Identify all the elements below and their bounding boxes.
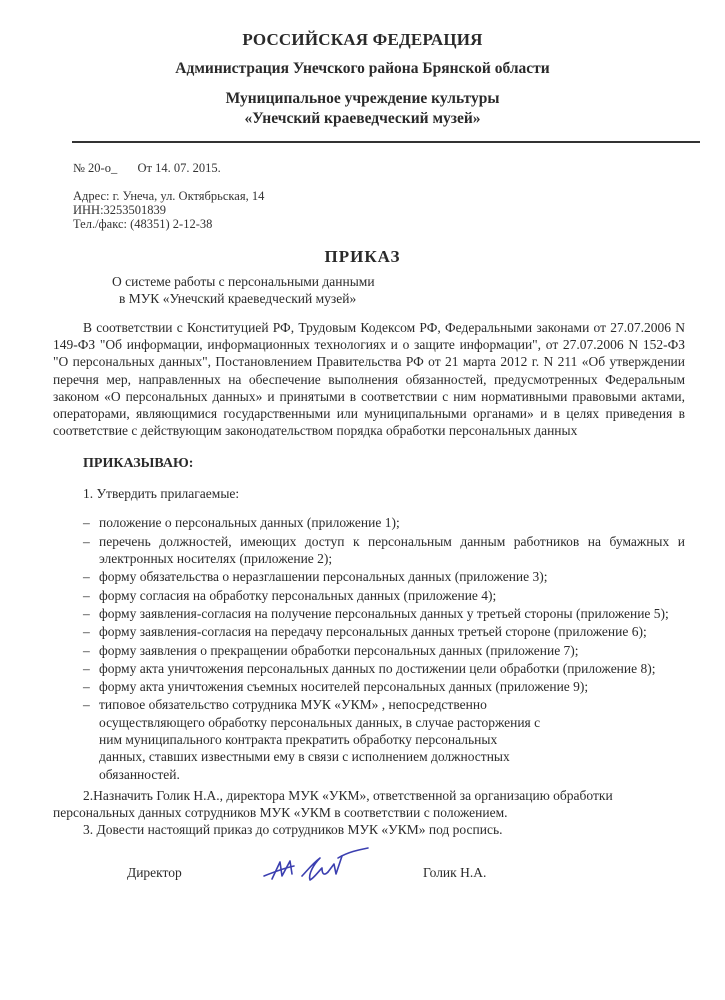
header-administration: Администрация Унечского района Брянской области <box>175 60 550 77</box>
dash-bullet: – <box>83 697 90 713</box>
ordering-heading: ПРИКАЗЫВАЮ: <box>83 456 194 472</box>
list-item: – форму акта уничтожения съемных носителей персональных данных (приложение 9); <box>83 679 589 695</box>
dash-bullet: – <box>83 679 90 695</box>
dash-bullet: – <box>83 624 90 640</box>
signature-stroke <box>264 866 294 876</box>
signatory-position: Директор <box>127 864 182 880</box>
signature-stroke <box>328 856 342 874</box>
org-inn: ИНН:3253501839 <box>73 203 167 217</box>
header-divider <box>72 141 700 143</box>
institution-line-2: «Унечский краеведческий музей» <box>244 110 481 127</box>
list-item: – форму обязательства о неразглашении персональных данных (приложение 3); <box>83 569 548 585</box>
dash-bullet: – <box>83 569 90 585</box>
dash-bullet: – <box>83 587 90 603</box>
list-item: – форму заявления о прекращении обработки персональных данных (приложение 7); <box>83 642 579 658</box>
dash-bullet: – <box>83 515 90 531</box>
subject-line-1: О системе работы с персональными данными <box>112 274 375 289</box>
order-number: № 20-о_ <box>73 161 118 175</box>
order-number-line <box>73 161 725 175</box>
header-country: РОССИЙСКАЯ ФЕДЕРАЦИЯ <box>242 30 483 49</box>
org-address: Адрес: г. Унеча, ул. Октябрьская, 14 <box>73 189 265 203</box>
header-institution <box>0 89 725 129</box>
signatory-name: Голик Н.А. <box>423 864 487 880</box>
order-item-1: 1. Утвердить прилагаемые: <box>83 486 240 502</box>
list-item: – типовое обязательство сотрудника МУК «УКМ» , непосредственно осуществляющего обработку персональных данных, в случае расторжения с ним муниципального контракта прекратить обработку персональных данных, ставших известными ему в связи с исполнением должностных обязанностей. <box>83 697 541 782</box>
list-item: – форму акта уничтожения персональных данных по достижении цели обработки (приложение 8); <box>83 660 656 676</box>
appendix-list <box>83 514 685 782</box>
preamble-paragraph: В соответствии с Конституцией РФ, Трудовым Кодексом РФ, Федеральными законами от 27.07.2006 N 149-ФЗ "Об информации, информационных технологиях и о защите информации", от 27.07.2006 N 152-ФЗ "О персональных данных", Постановлением Правительства РФ от 21 марта 2012 г. N 211 «Об утверждении перечня мер, направленных на обеспечение выполнения обязанностей, предусмотренных Федеральным законом «О персональных данных» и принятыми в соответствии с ним нормативными правовыми актами, операторами, являющимися государственными или муниципальными органами» и в целях приведения в соответствие с действующим законодательством порядка обработки персональных данных <box>53 320 685 439</box>
order-item-2: 2.Назначить Голик Н.А., директора МУК «УКМ», ответственной за организацию обработки персональных данных сотрудников МУК «УКМ в соответствии с положением. <box>53 787 613 820</box>
org-phone: Тел./факс: (48351) 2-12-38 <box>73 217 213 231</box>
dash-bullet: – <box>83 642 90 658</box>
list-item: – положение о персональных данных (приложение 1); <box>83 515 400 531</box>
list-item: – форму согласия на обработку персональных данных (приложение 4); <box>83 587 497 603</box>
org-contacts <box>73 189 725 231</box>
order-item-3: 3. Довести настоящий приказ до сотрудников МУК «УКМ» под роспись. <box>83 821 503 837</box>
order-date: От 14. 07. 2015. <box>137 161 221 175</box>
institution-line-1: Муниципальное учреждение культуры <box>225 90 500 107</box>
list-item: – форму заявления-согласия на получение персональных данных у третьей стороны (приложение 5); <box>83 605 669 621</box>
document-title: ПРИКАЗ <box>324 247 401 266</box>
signature-block <box>0 846 725 892</box>
list-item: – перечень должностей, имеющих доступ к персональным данным работников на бумажных и электронных носителях (приложение 2); <box>83 533 685 567</box>
handwritten-signature <box>262 846 372 890</box>
signature-stroke <box>338 848 368 858</box>
dash-bullet: – <box>83 533 90 549</box>
dash-bullet: – <box>83 660 90 676</box>
signature-stroke <box>302 858 328 880</box>
list-item: – форму заявления-согласия на передачу персональных данных третьей стороне (приложение 6); <box>83 624 647 640</box>
dash-bullet: – <box>83 605 90 621</box>
subject-line-2: в МУК «Унечский краеведческий музей» <box>119 291 357 306</box>
